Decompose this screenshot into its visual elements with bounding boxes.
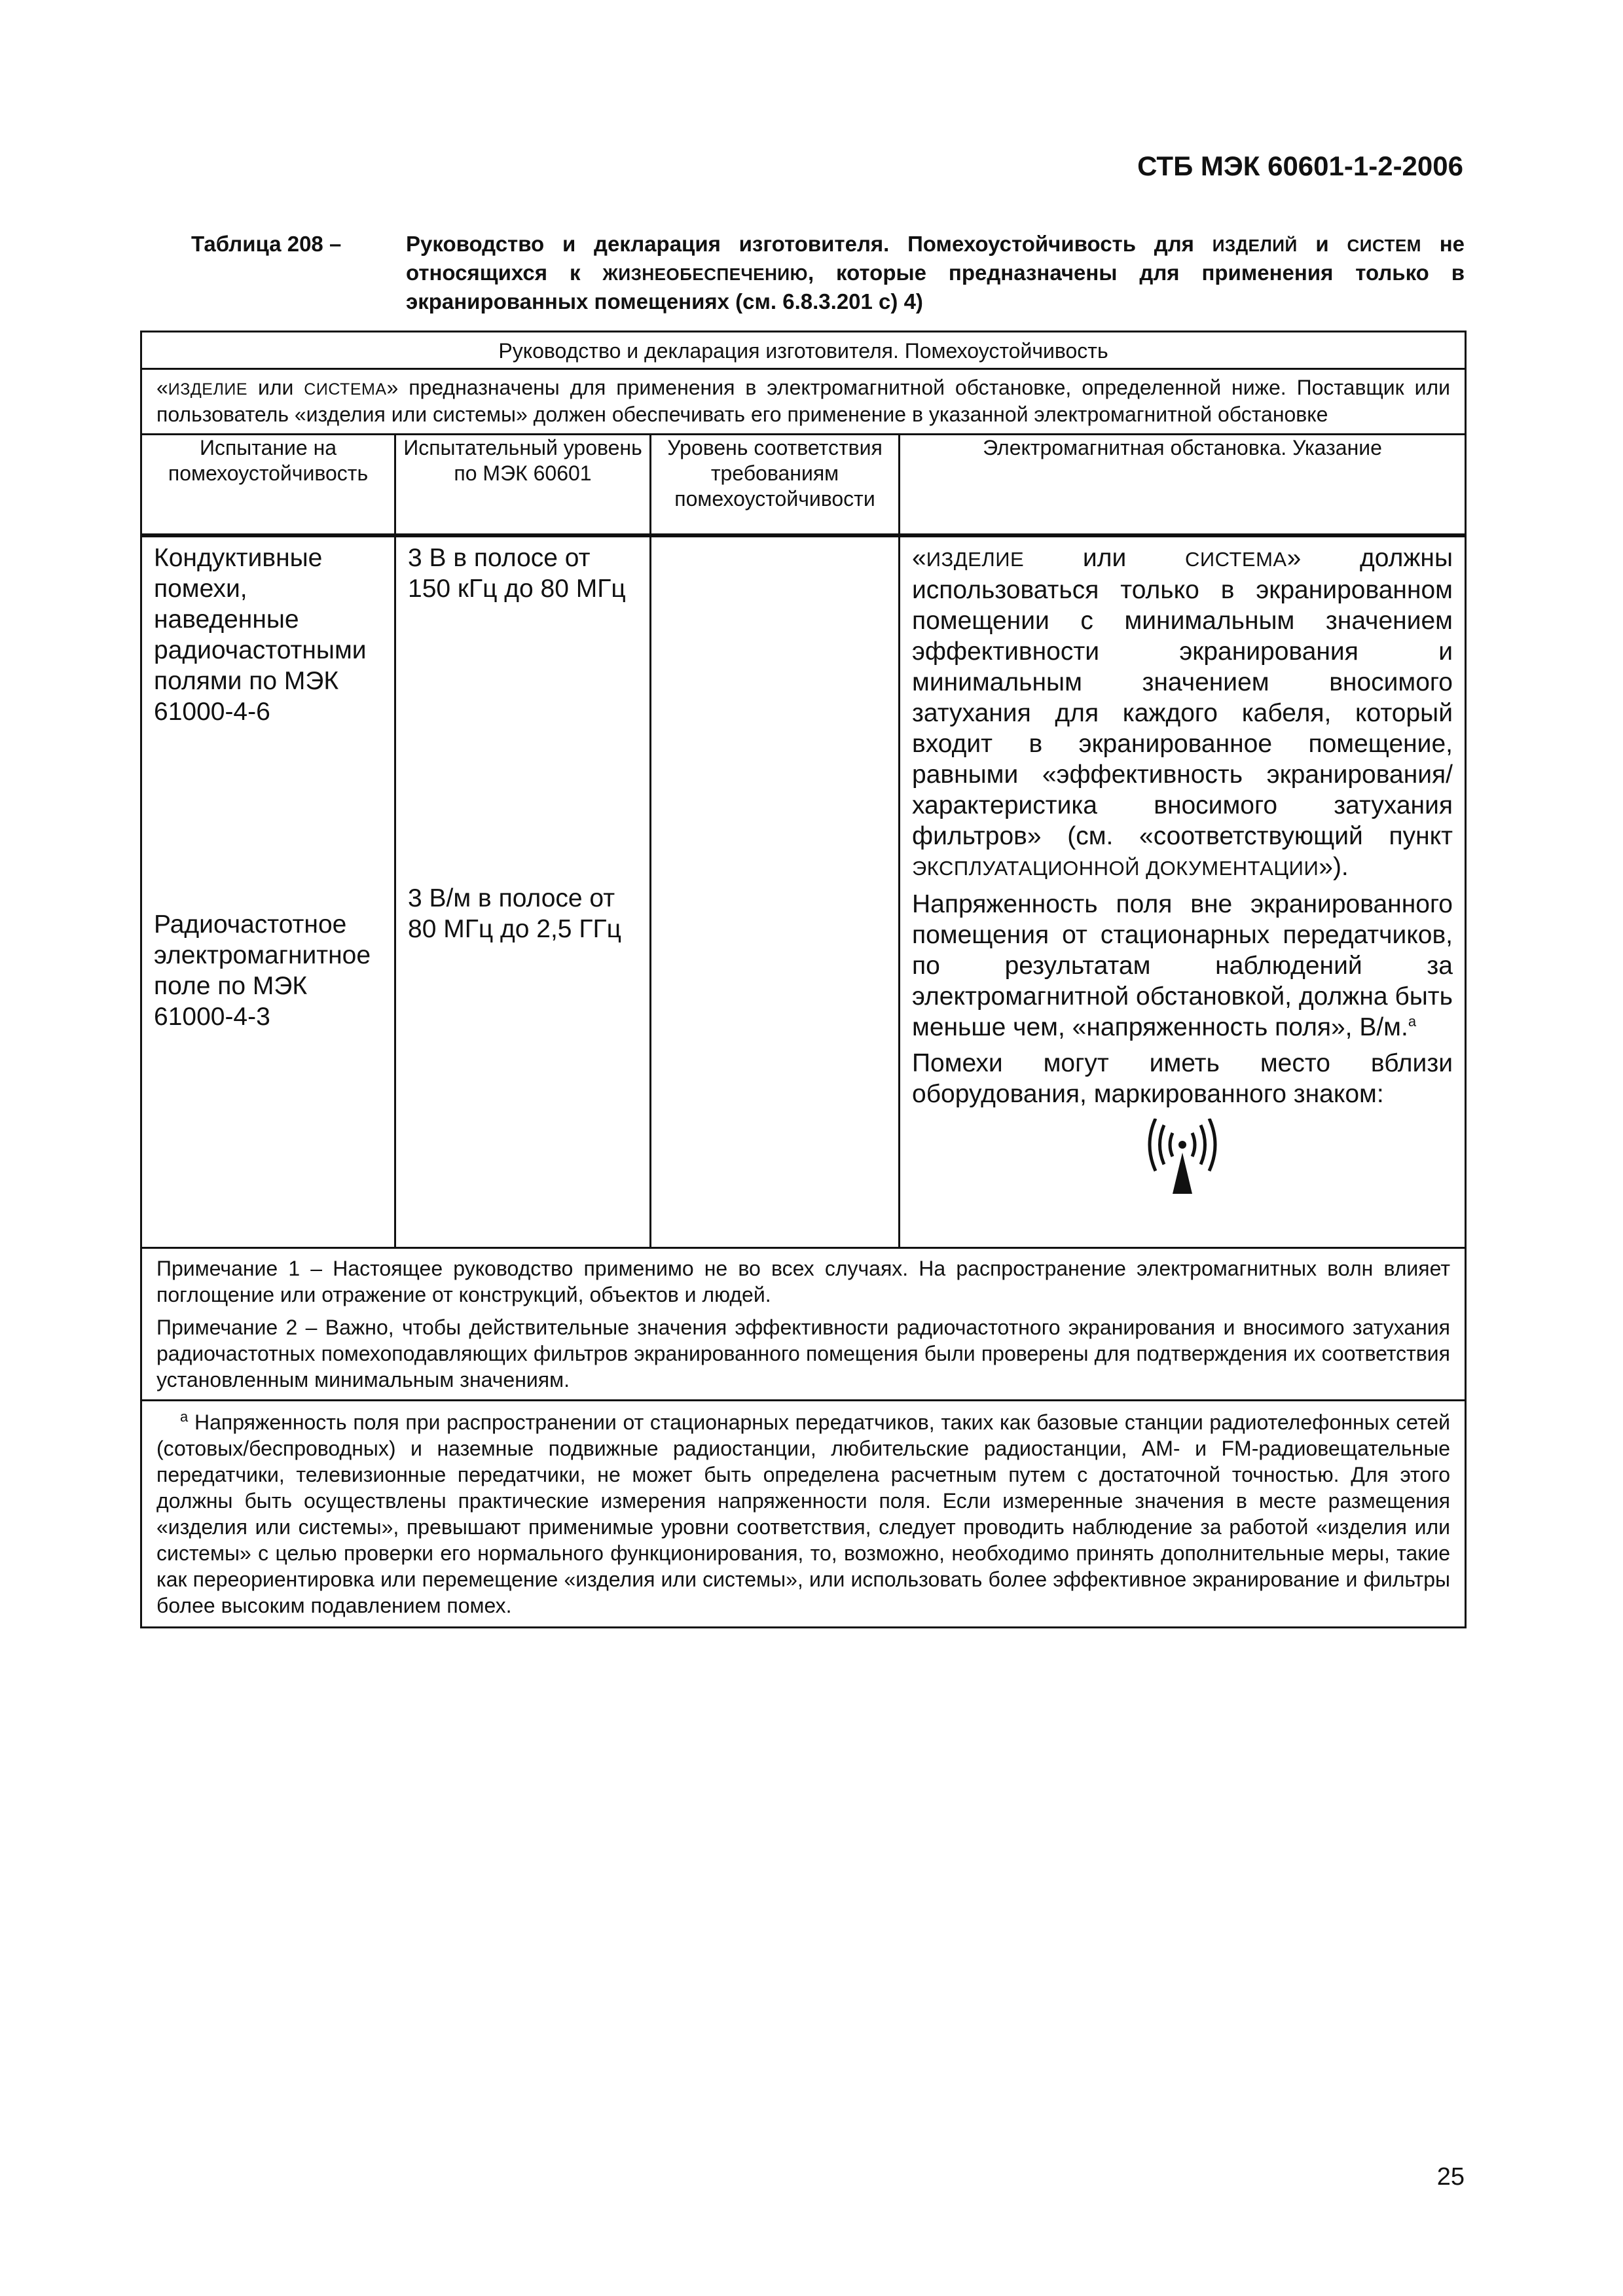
caption-text <box>406 230 1465 315</box>
level-conducted: 3 В в полосе от 150 кГц до 80 МГц <box>408 544 626 603</box>
header-test-text: Испытание на помехоустойчивость <box>168 436 369 485</box>
footnote <box>142 1401 1465 1626</box>
intro-sc-1: ИЗДЕЛИЕ <box>168 380 248 399</box>
note-1: Примечание 1 – Настоящее руководство применимо не во всех случаях. На распространение электромагнитных волн влияет поглощение или отражение от конструкций, объектов и людей. <box>156 1256 1450 1306</box>
caption-label: Таблица 208 – <box>191 232 342 256</box>
test-conducted: Кондуктивные помехи, наведенные радиочастотными полями по МЭК 61000-4-6 <box>154 544 367 726</box>
caption-part-4: , которые предназначены для применения только в экранированных помещениях (см. 6.8.3.201 с) 4) <box>406 260 1465 314</box>
level-radiated: 3 В/м в полосе от 80 МГц до 2,5 ГГц <box>408 884 621 943</box>
document-code: СТБ МЭК 60601-1-2-2006 <box>1137 151 1463 181</box>
footnote-ref: a <box>1408 1013 1417 1030</box>
notes-cell <box>141 1247 1466 1400</box>
header-level <box>395 435 651 536</box>
header-compliance-text: Уровень соответствия требованиям помехоустойчивости <box>667 436 883 511</box>
header-level-text: Испытательный уровень по МЭК 60601 <box>403 436 642 485</box>
note-2: Примечание 2 – Важно, чтобы действительные значения эффективности радиочастотного экранирования и вносимого затухания радиочастотных помехоподавляющих фильтров экранированного помещения были проверены для подтверждения их соответствия установленным минимальным значениям. <box>156 1315 1450 1391</box>
intro-rest: » предназначены для применения в электромагнитной обстановке, определенной ниже. Поставщик или пользователь «изделия или системы» должен обеспечивать его применение в указанной электромагнитной обстановке <box>156 376 1451 426</box>
table-title-cell <box>141 332 1466 369</box>
test-column <box>141 535 395 1247</box>
env-sc-1: ИЗДЕЛИЕ <box>926 548 1025 571</box>
intro-sc-2: СИСТЕМА <box>304 380 387 399</box>
env-radiated-text: Напряженность поля вне экранированного помещения от стационарных передатчиков, по результатам наблюдений за электромагнитной обстановкой, должна быть меньше чем, «напряженность поля», В/м. <box>912 890 1453 1041</box>
page-number: 25 <box>1436 2163 1465 2191</box>
emc-table <box>140 331 1467 1628</box>
header-test <box>141 435 395 536</box>
caption-part-2: и <box>1315 232 1329 256</box>
table-intro <box>142 370 1465 433</box>
env-mid: или <box>1024 544 1185 572</box>
intro-mid: или <box>247 376 304 399</box>
non-ionizing-radiation-icon <box>1133 1119 1231 1197</box>
caption-sc-2: СИСТЕМ <box>1347 236 1421 255</box>
env-conducted <box>900 537 1465 884</box>
env-sc-3: ЭКСПЛУАТАЦИОННОЙ ДОКУМЕНТАЦИИ <box>912 857 1319 880</box>
level-column <box>395 535 651 1247</box>
env-radiated <box>900 884 1465 1043</box>
env-symbol-note: Помехи могут иметь место вблизи оборудования, маркированного знаком: <box>912 1049 1453 1108</box>
header-environment <box>900 435 1466 536</box>
footnote-cell <box>141 1400 1466 1627</box>
header-compliance <box>651 435 900 536</box>
environment-column <box>900 535 1466 1247</box>
env-end: »). <box>1319 853 1349 881</box>
table-title: Руководство и декларация изготовителя. Помехоустойчивость <box>498 339 1108 363</box>
intro-quote: « <box>156 376 168 399</box>
test-radiated: Радиочастотное электромагнитное поле по МЭК 61000-4-3 <box>154 910 371 1031</box>
caption-part-1: Руководство и декларация изготовителя. Помехоустойчивость для <box>406 232 1194 256</box>
table-intro-cell <box>141 369 1466 435</box>
table-caption <box>191 230 1465 315</box>
caption-part-3: не относящихся к <box>406 232 1465 285</box>
caption-sc-3: ЖИЗНЕОБЕСПЕЧЕНИЮ <box>602 264 808 284</box>
env-text: » должны использоваться только в экранированном помещении с минимальным значением эффективности экранирования и минимальным значением вносимого затухания для каждого кабеля, который входит в экранированное помещение, равными «эффективность экранирования/характеристика вносимого затухания фильтров» (см. «соответствующий пункт <box>912 544 1453 850</box>
caption-sc-1: ИЗДЕЛИЙ <box>1212 236 1298 255</box>
env-sc-2: СИСТЕМА <box>1184 548 1287 571</box>
footnote-text: Напряженность поля при распространении от стационарных передатчиков, таких как базовые станции радиотелефонных сетей (сотовых/беспроводных) и наземные подвижные радиостанции, любительские радиостанции, АМ- и FM-радиовещательные передатчики, телевизионные передатчики, не может быть определена расчетным путем с достаточной точностью. Для этого должны быть осуществлены практические измерения напряженности поля. Если измеренные значения в месте размещения «изделия или системы», превышают применимые уровни соответствия, следует проводить наблюдение за работой «изделия или системы» с целью проверки его нормального функционирования, то, возможно, необходимо принять дополнительные меры, такие как переориентировка или перемещение «изделия или системы», или использовать более эффективное экранирование и фильтры более высоким подавлением помех. <box>156 1410 1451 1617</box>
compliance-column <box>651 535 900 1247</box>
header-environment-text: Электромагнитная обстановка. Указание <box>983 436 1382 459</box>
env-quote: « <box>912 544 926 572</box>
footnote-mark: a <box>180 1408 189 1425</box>
